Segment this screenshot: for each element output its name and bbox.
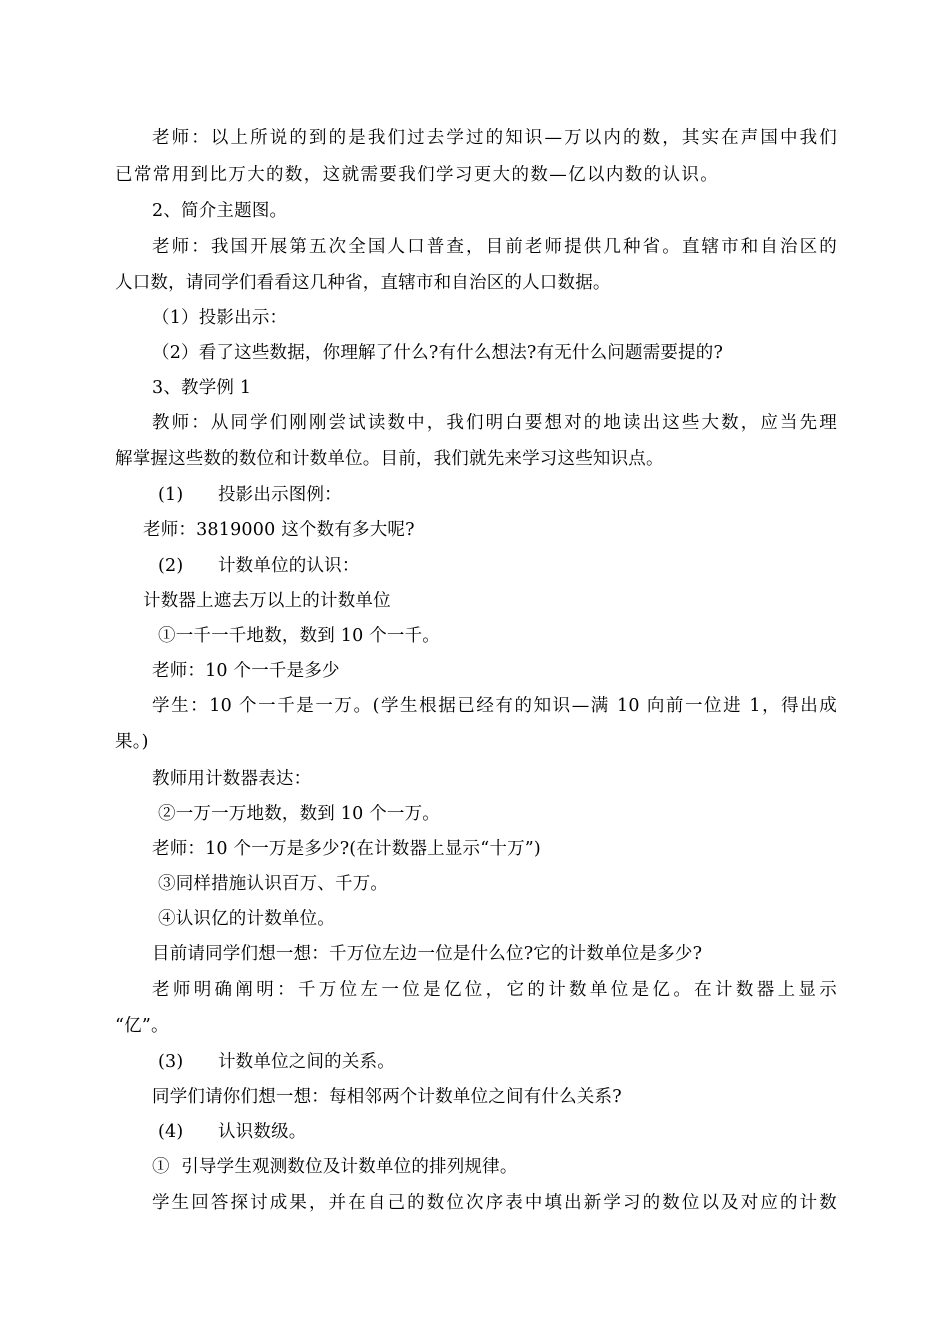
paragraph-line: 老师：10 个一万是多少?(在计数器上显示“十万”) [152, 839, 541, 859]
paragraph-line: 老师：以上所说的到的是我们过去学过的知识—万以内的数，其实在声国中我们 [152, 128, 837, 148]
section-heading: 2、简介主题图。 [152, 201, 288, 221]
list-item: （2）看了这些数据，你理解了什么?有什么想法?有无什么问题需要提的? [152, 343, 724, 363]
paragraph-line: 已常常用到比万大的数，这就需要我们学习更大的数—亿以内数的认识。 [115, 165, 718, 185]
paragraph-line: 老师：3819000 这个数有多大呢? [143, 520, 415, 540]
paragraph-line: 学生回答探讨成果，并在自己的数位次序表中填出新学习的数位以及对应的计数 [152, 1193, 837, 1213]
paragraph-line: “亿”。 [115, 1016, 169, 1036]
paragraph-line: 教师：从同学们刚刚尝试读数中，我们明白要想对的地读出这些大数，应当先理 [152, 413, 837, 433]
paragraph-line: 老师：我国开展第五次全国人口普查，目前老师提供几种省。直辖市和自治区的 [152, 237, 837, 257]
list-item: (1) 投影出示图例： [158, 485, 342, 505]
list-item: （1）投影出示： [152, 308, 288, 328]
list-item: (3) 计数单位之间的关系。 [158, 1052, 395, 1072]
list-item: (4) 认识数级。 [158, 1122, 307, 1142]
paragraph-line: 老师明确阐明：千万位左一位是亿位，它的计数单位是亿。在计数器上显示 [152, 980, 837, 1000]
list-item: ④认识亿的计数单位。 [158, 909, 335, 929]
list-item: ① 引导学生观测数位及计数单位的排列规律。 [152, 1157, 518, 1177]
list-item: ②一万一万地数，数到 10 个一万。 [158, 804, 440, 824]
section-heading: 3、教学例 1 [152, 378, 252, 398]
paragraph-line: 果。) [115, 732, 149, 752]
paragraph-line: 教师用计数器表达： [152, 769, 312, 789]
paragraph-line: 学生：10 个一千是一万。(学生根据已经有的知识—满 10 向前一位进 1，得出成 [152, 696, 837, 716]
list-item: ③同样措施认识百万、千万。 [158, 874, 389, 894]
paragraph-line: 老师：10 个一千是多少 [152, 661, 340, 681]
list-item: (2) 计数单位的认识： [158, 556, 360, 576]
paragraph-line: 计数器上遮去万以上的计数单位 [143, 591, 391, 611]
paragraph-line: 人口数，请同学们看看这几种省，直辖市和自治区的人口数据。 [115, 273, 611, 293]
paragraph-line: 目前请同学们想一想：千万位左边一位是什么位?它的计数单位是多少? [152, 944, 703, 964]
paragraph-line: 同学们请你们想一想：每相邻两个计数单位之间有什么关系? [152, 1087, 622, 1107]
paragraph-line: 解掌握这些数的数位和计数单位。目前，我们就先来学习这些知识点。 [115, 449, 664, 469]
list-item: ①一千一千地数，数到 10 个一千。 [158, 626, 440, 646]
